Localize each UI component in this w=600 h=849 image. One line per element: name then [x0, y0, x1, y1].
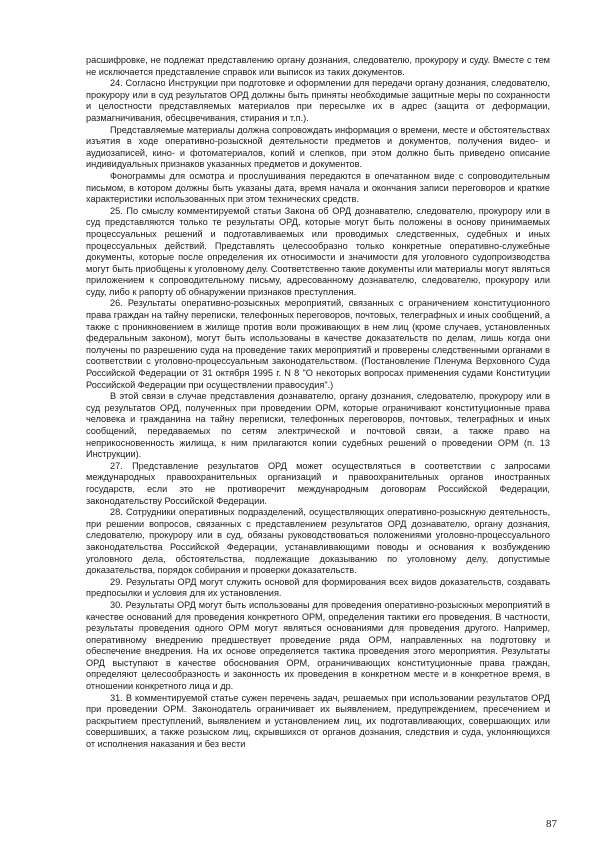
- paragraph: 31. В комментируемой статье сужен перечень задач, решаемых при использовании результатов ОРД при проведении ОРМ. Законодатель ограничивает их выявлением, предупреждением, пресечением и раскрытием преступлений, выявлением и установлением лиц, их подготавливающих, совершающих или совершивших, а также розыском лиц, скрывшихся от органов дознания, следствия и суда, уклоняющихся от исполнения наказания и без вести: [86, 692, 550, 750]
- paragraph: В этой связи в случае представления дознавателю, органу дознания, следователю, прокурору или в суд результатов ОРД, полученных при проведении ОРМ, которые ограничивают конституционные права человека и гражданина на тайну переписки, телефонных переговоров, почтовых, телеграфных и иных сообщений, передаваемых по сетям электрической и почтовой связи, а также право на неприкосновенность жилища, к ним прилагаются копии судебных решений о проведении ОРМ (п. 13 Инструкции).: [86, 391, 550, 460]
- paragraph: 24. Согласно Инструкции при подготовке и оформлении для передачи органу дознания, следователю, прокурору или в суд результатов ОРД должны быть приняты необходимые защитные меры по сохранности и целостности представляемых материалов при пересылке их в адрес (защита от деформации, размагничивания, обесцвечивания, стирания и т.п.).: [86, 78, 550, 123]
- paragraph: Представляемые материалы должна сопровождать информация о времени, месте и обстоятельствах изъятия в ходе оперативно-розыскной деятельности предметов и документов, получения видео- и аудиозаписей, кино- и фотоматериалов, копий и слепков, при этом должно быть приведено описание индивидуальных признаков указанных предметов и документов.: [86, 124, 550, 170]
- paragraph: 26. Результаты оперативно-розыскных мероприятий, связанных с ограничением конституционного права граждан на тайну переписки, телефонных переговоров, почтовых, телеграфных и иных сообщений, а также с проникновением в жилище против воли проживающих в нем лиц (кроме случаев, установленных федеральным законом), могут быть использованы в качестве доказательств по делам, лишь когда они получены по разрешению суда на проведение таких мероприятий и проверены следственными органами в соответствии с уголовно-процессуальным законодательством. (Постановление Пленума Верховного Суда Российской Федерации от 31 октября 1995 г. N 8 "О некоторых вопросах применения судами Конституции Российской Федерации при осуществлении правосудия".): [86, 298, 550, 390]
- paragraph: 30. Результаты ОРД могут быть использованы для проведения оперативно-розыскных мероприятий в качестве оснований для проведения конкретного ОРМ, определения тактики его проведения. В частности, результаты проведения одного ОРМ могут являться основаниями для проведения другого. Например, оперативному внедрению предшествует проведение ряда ОРМ, направленных на подготовку и обеспечение внедрения. На их основе определяется тактика проведения этого мероприятия. Результаты ОРД выступают в качестве обоснования ОРМ, ограничивающих конституционные права граждан, определяют целесообразность и законность их проведения в конкретном месте и в конкретное время, в отношении конкретного лица и др.: [86, 599, 550, 692]
- paragraph: 27. Представление результатов ОРД может осуществляться в соответствии с запросами международных правоохранительных организаций и правоохранительных органов иностранных государств, если это не противоречит международным договорам Российской Федерации, законодательству Российской Федерации.: [86, 460, 550, 506]
- page-number: 87: [546, 818, 557, 830]
- paragraph: Фонограммы для осмотра и прослушивания передаются в опечатанном виде с сопроводительным письмом, в котором должны быть указаны дата, время начала и окончания записи переговоров и краткие характеристики использованных при этом технических средств.: [86, 170, 550, 205]
- body-text: [86, 55, 550, 751]
- paragraph: расшифровке, не подлежат представлению органу дознания, следователю, прокурору и суду. Вместе с тем не исключается представление справок или выписок из таких документов.: [86, 55, 550, 77]
- paragraph: 25. По смыслу комментируемой статьи Закона об ОРД дознавателю, следователю, прокурору или в суд представляются только те результаты ОРД, которые могут быть положены в основу принимаемых процессуальных решений и подготавливаемых или проводимых следственных, судебных и иных процессуальных действий. Представлять целесообразно только конкретные оперативно-служебные документы, которые после определения их относимости и значимости для уголовного судопроизводства могут быть приобщены к уголовному делу. Соответственно такие документы или материалы могут являться приложением к сопроводительному письму, адресованному дознавателю, следователю, прокурору или суду, либо к рапорту об обнаружении признаков преступления.: [86, 205, 550, 297]
- paragraph: 28. Сотрудники оперативных подразделений, осуществляющих оперативно-розыскную деятельность, при решении вопросов, связанных с представлением результатов ОРД дознавателю, органу дознания, следователю, прокурору или в суд, обязаны руководствоваться положениями уголовно-процессуального законодательства Российской Федерации, устанавливающими поводы и основания к возбуждению уголовного дела, обстоятельства, подлежащие доказыванию по уголовному делу, допустимые доказательства, порядок собирания и проверки доказательств.: [86, 507, 550, 576]
- paragraph: 29. Результаты ОРД могут служить основой для формирования всех видов доказательств, создавать предпосылки и условия для их установления.: [86, 576, 550, 599]
